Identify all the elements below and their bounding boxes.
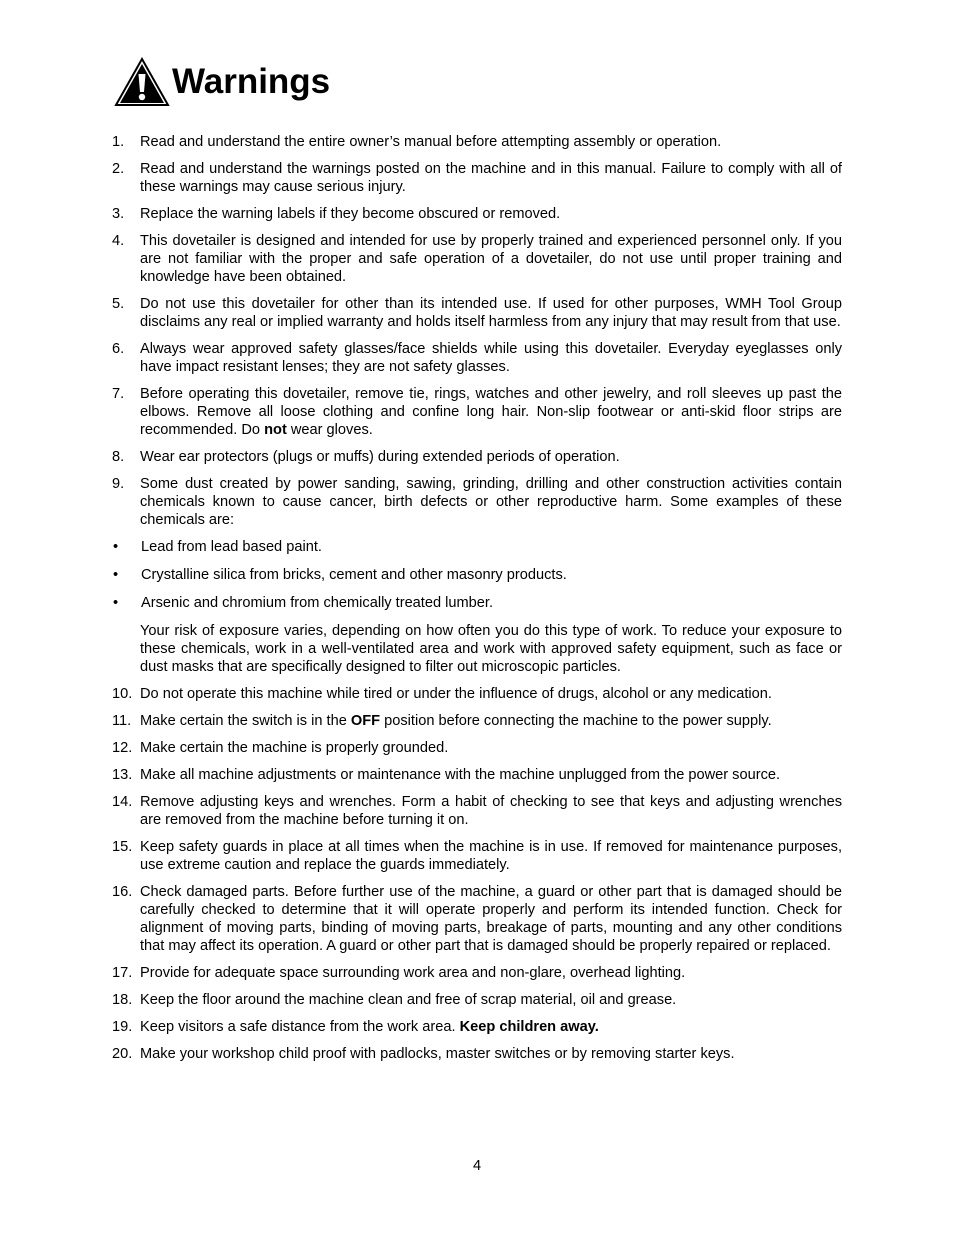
warning-item [112,232,842,286]
warning-paragraph: Your risk of exposure varies, depending on how often you do this type of work. To reduce your exposure to these chemicals, work in a well-ventilated area and work with approved safety equipment, such as face or dust masks that are specifically designed to filter out microscopic particles. [140,623,842,675]
item-text: Always wear approved safety glasses/face shields while using this dovetailer. Everyday eyeglasses only have impact resistant lenses; they are not safety glasses. [140,341,842,375]
item-text-bold: not [264,422,287,438]
item-number: 11. [112,713,132,729]
warning-item [112,766,842,784]
item-text: Read and understand the warnings posted on the machine and in this manual. Failure to comply with all of these warnings may cause serious injury. [140,161,842,195]
item-text: Do not use this dovetailer for other than its intended use. If used for other purposes, WMH Tool Group disclaims any real or implied warranty and holds itself harmless from any injury that may result from that use. [140,296,842,330]
item-text: Wear ear protectors (plugs or muffs) during extended periods of operation. [140,449,620,465]
warning-item [112,205,842,223]
warning-item [112,295,842,331]
warning-item [112,160,842,196]
item-text: Remove adjusting keys and wrenches. Form a habit of checking to see that keys and adjusting wrenches are removed from the machine before turning it on. [140,794,842,828]
warning-item [112,133,842,151]
bullet-marker: • [113,539,119,555]
item-text: This dovetailer is designed and intended for use by properly trained and experienced personnel only. If you are not familiar with the proper and safe operation of a dovetailer, do not use until proper training and knowledge have been obtained. [140,233,842,285]
item-number: 8. [112,449,125,465]
item-text: Make certain the machine is properly grounded. [140,740,449,756]
warning-item [112,883,842,955]
bullet-item [112,566,842,584]
item-number: 10. [112,686,133,702]
item-text: Crystalline silica from bricks, cement and other masonry products. [141,567,567,583]
item-text: Make all machine adjustments or maintenance with the machine unplugged from the power source. [140,767,781,783]
item-number: 19. [112,1019,133,1035]
item-text [140,1018,842,1036]
warning-item [112,964,842,982]
item-text: Lead from lead based paint. [141,539,322,555]
item-text-before: Make certain the switch is in the [140,713,351,729]
item-text: Do not operate this machine while tired or under the influence of drugs, alcohol or any medication. [140,686,772,702]
item-text: Read and understand the entire owner’s manual before attempting assembly or operation. [140,134,722,150]
warning-item [112,739,842,757]
warning-item [112,991,842,1009]
item-text-bold: OFF [350,713,381,729]
warning-triangle-icon [114,57,170,107]
item-number: 17. [112,965,133,981]
item-number: 20. [112,1046,133,1062]
item-text: Arsenic and chromium from chemically treated lumber. [141,595,494,611]
item-number: 18. [112,992,133,1008]
item-number: 5. [112,296,125,312]
bullet-item [112,594,842,612]
warning-item [112,1018,842,1036]
warning-item [112,712,842,730]
warning-item [112,793,842,829]
item-number: 16. [112,884,133,900]
item-text: Provide for adequate space surrounding work area and non-glare, overhead lighting. [140,965,686,981]
item-number: 9. [112,476,125,492]
item-text-bold: Keep children away. [459,1019,599,1035]
item-text [140,385,842,439]
item-number: 15. [112,839,133,855]
warning-item [112,385,842,439]
item-number: 12. [112,740,133,756]
warning-item [112,475,842,529]
item-number: 3. [112,206,125,222]
warning-item [112,838,842,874]
warning-item [112,685,842,703]
item-text: Keep the floor around the machine clean and free of scrap material, oil and grease. [140,992,677,1008]
item-text: Check damaged parts. Before further use of the machine, a guard or other part that is damaged should be carefully checked to determine that it will operate properly and perform its intended function. Check for alignment of moving parts, binding of moving parts, breakage of parts, mounting and any other conditions that may affect its operation. A guard or other part that is damaged should be properly repaired or replaced. [140,884,842,954]
item-text-before: Keep visitors a safe distance from the work area. [140,1019,460,1035]
item-text-after: position before connecting the machine to the power supply. [380,713,772,729]
page-number: 4 [472,1158,482,1174]
item-text: Make your workshop child proof with padlocks, master switches or by removing starter keys. [140,1046,735,1062]
bullet-item [112,538,842,556]
item-number: 7. [112,386,125,402]
warning-item [112,1045,842,1063]
item-text: Replace the warning labels if they become obscured or removed. [140,206,561,222]
item-number: 14. [112,794,133,810]
item-number: 13. [112,767,133,783]
item-text [140,712,842,730]
warning-item [112,448,842,466]
item-text-before: Before operating this dovetailer, remove tie, rings, watches and other jewelry, and roll sleeves up past the elbows. Remove all loose clothing and confine long hair. Non-slip footwear or anti-skid floor strips are recommended. Do [140,386,842,438]
item-number: 1. [112,134,125,150]
item-text: Some dust created by power sanding, sawing, grinding, drilling and other construction activities contain chemicals known to cause cancer, birth defects or other reproductive harm. Some examples of these chemicals are: [140,476,842,528]
bullet-marker: • [113,567,119,583]
page-header [114,56,330,108]
item-text-after: wear gloves. [286,422,373,438]
item-number: 4. [112,233,125,249]
item-number: 6. [112,341,125,357]
page-title: Warnings [172,62,331,101]
warnings-list [112,133,842,1072]
item-number: 2. [112,161,125,177]
item-text: Keep safety guards in place at all times when the machine is in use. If removed for maintenance purposes, use extreme caution and replace the guards immediately. [140,839,842,873]
warning-item [112,340,842,376]
bullet-marker: • [113,595,119,611]
